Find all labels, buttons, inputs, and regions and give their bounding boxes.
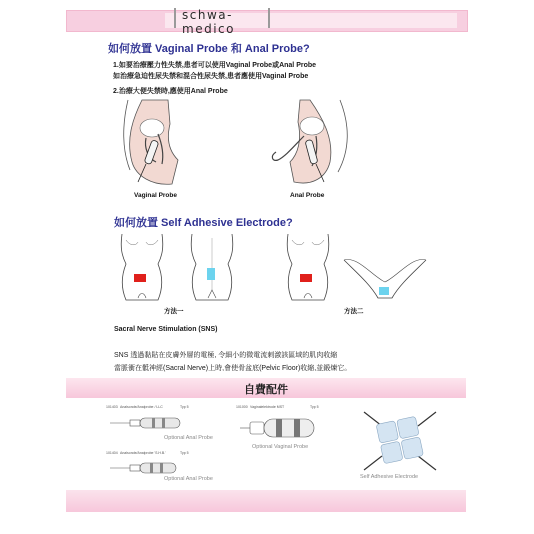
brand-name: schwa-medico [182, 8, 235, 36]
sns-description-line-2: 當脈衝在骶神經(Sacral Nerve)上時,會使骨盆底(Pelvic Floor)收縮,並鍛煉它。 [114, 365, 352, 372]
optional-vaginal-probe-label: Optional Vaginal Probe [252, 444, 309, 450]
torso-illustration-back [186, 234, 238, 302]
accessories-title: 自費配件 [244, 384, 288, 396]
anal-probe-diagram-1 [110, 412, 210, 434]
optional-anal-probe-label: Optional Anal Probe [164, 435, 213, 441]
sns-description-line-1: SNS 透過黏貼在皮膚外層的電極, 令細小的微電流刺激該區域的肌肉收縮 [114, 352, 338, 359]
instruction-line-1: 1.如要治療壓力性失禁,患者可以使用Vaginal Probe或Anal Probe [113, 62, 317, 69]
accessories-title-bar [66, 378, 466, 398]
instruction-line-3: 2.治療大便失禁時,應使用Anal Probe [113, 88, 228, 95]
instruction-line-2: 如治療急迫性尿失禁和混合性尿失禁,患者應使用Vaginal Probe [113, 73, 309, 80]
spec3-type: Typ 5 [310, 405, 319, 409]
brand-logo-box [174, 8, 270, 36]
caption-vaginal-probe: Vaginal Probe [134, 192, 177, 199]
anal-probe-illustration [264, 100, 354, 190]
method-one-label: 方法一 [164, 308, 184, 315]
anal-probe-diagram-2 [110, 458, 210, 478]
torso-illustration-right [282, 234, 334, 302]
electrode-pad-cyan [207, 268, 215, 280]
torso-illustration-left [116, 234, 168, 302]
spec2-code: 101404 [106, 451, 118, 455]
electrode-pad-red [134, 274, 146, 282]
spec3-name: Vaginalelektrode MST [250, 405, 285, 409]
vaginal-probe-diagram [240, 414, 340, 442]
electrode-pad-perineal [379, 287, 389, 295]
spec3-code: 101000 [236, 405, 248, 409]
method-two-label: 方法二 [344, 308, 364, 315]
section-title-probe: 如何放置 Vaginal Probe 和 Anal Probe? [108, 43, 310, 55]
spec2-name: Analsonde/Analprobe 'S.H.B.' [120, 451, 166, 455]
accessories-bottom-band [66, 490, 466, 512]
self-adhesive-electrode-label: Self Adhesive Electrode [360, 474, 419, 480]
spec1-code: 101403 [106, 405, 118, 409]
vaginal-probe-illustration [122, 100, 200, 190]
spec2-type: Typ 5 [180, 451, 189, 455]
spec1-name: Analsonde/Analprobe / LLC [120, 405, 163, 409]
legs-illustration [342, 254, 428, 304]
sns-title: Sacral Nerve Stimulation (SNS) [114, 326, 218, 333]
spec1-type: Typ 5 [180, 405, 189, 409]
caption-anal-probe: Anal Probe [290, 192, 325, 199]
self-adhesive-electrode-image [360, 408, 440, 474]
optional-anal-probe-label-2: Optional Anal Probe [164, 476, 213, 482]
section-title-electrode: 如何放置 Self Adhesive Electrode? [114, 217, 293, 229]
